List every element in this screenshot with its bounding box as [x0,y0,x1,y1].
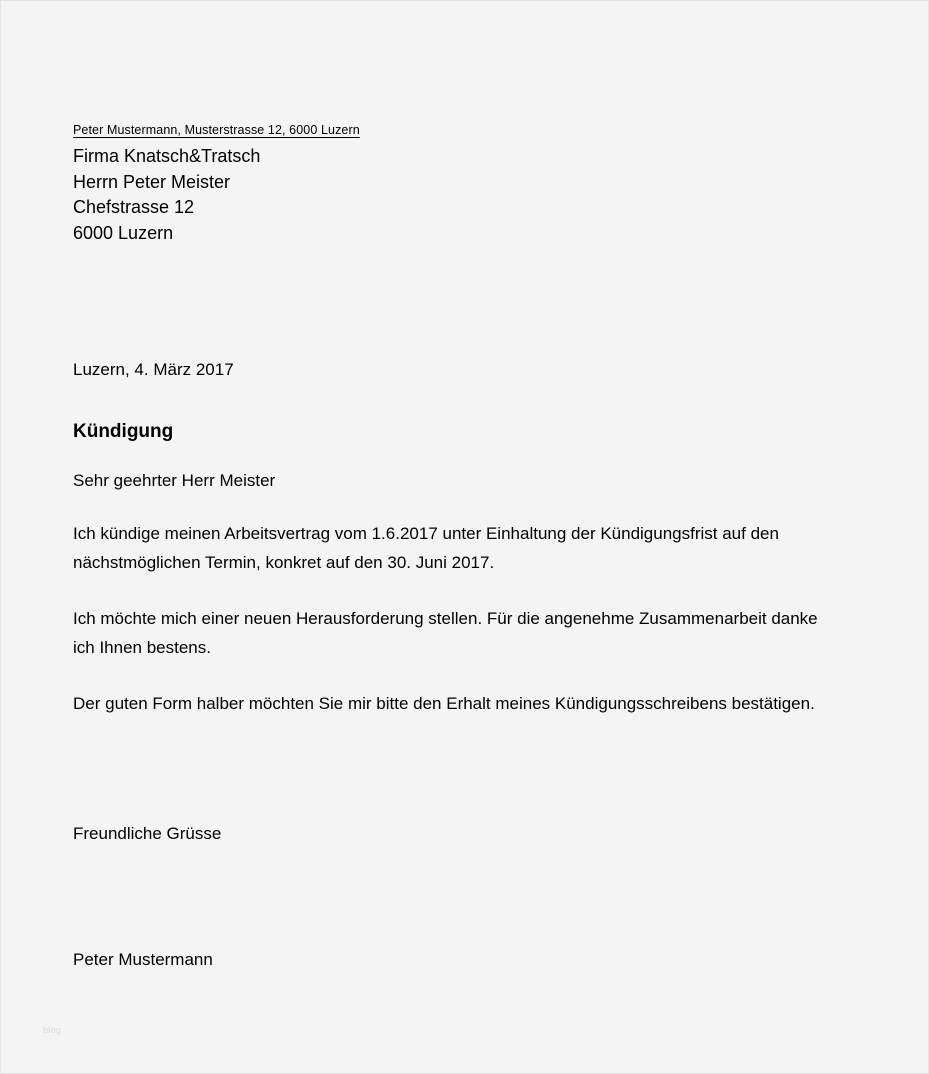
recipient-line-street: Chefstrasse 12 [73,197,195,217]
recipient-line-city: 6000 Luzern [73,222,174,243]
sender-address-line: Peter Mustermann, Musterstrasse 12, 6000 Luzern [73,123,360,137]
recipient-line-company: Firma Knatsch&Tratsch [73,146,261,166]
watermark-text: blog [43,1025,62,1035]
recipient-line-person: Herrn Peter Meister [73,171,231,192]
place-and-date: Luzern, 4. März 2017 [73,360,234,379]
letter-signature-name: Peter Mustermann [73,950,213,969]
letter-salutation: Sehr geehrter Herr Meister [73,471,276,490]
letter-subject: Kündigung [73,421,174,442]
letter-paragraph-2: Ich möchte mich einer neuen Herausforderung stellen. Für die angenehme Zusammenarbeit danke ich Ihnen bestens. [73,609,818,657]
recipient-address-block [73,144,856,246]
letter-closing: Freundliche Grüsse [73,824,222,843]
letter-paragraph-3: Der guten Form halber möchten Sie mir bitte den Erhalt meines Kündigungsschreibens bestätigen. [73,694,815,713]
letter-paragraph-1: Ich kündige meinen Arbeitsvertrag vom 1.6.2017 unter Einhaltung der Kündigungsfrist auf den nächstmöglichen Termin, konkret auf den 30. Juni 2017. [73,524,779,572]
letter-body [73,121,856,971]
